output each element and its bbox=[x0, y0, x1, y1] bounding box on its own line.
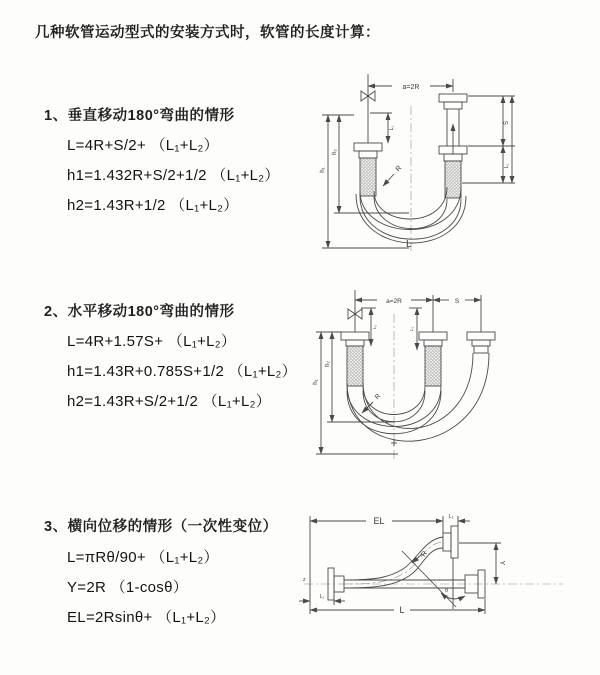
dim-s-and-l1-right bbox=[462, 96, 515, 183]
section-1-formulas bbox=[67, 131, 280, 221]
formula-line: h1=1.43R+0.785S+1/2 （L₁+L₂） bbox=[67, 363, 297, 380]
dim-label-y: Y bbox=[498, 560, 505, 566]
dim-label-s: S bbox=[504, 120, 510, 126]
dim-label-l1: L₁ bbox=[319, 594, 325, 600]
formula-line: L=πRθ/90+ （L₁+L₂） bbox=[67, 549, 219, 566]
moving-pipe-position-1 bbox=[419, 332, 447, 386]
dim-label-l: L bbox=[399, 605, 405, 615]
formula-line: L=4R+S/2+ （L₁+L₂） bbox=[67, 137, 219, 154]
radius-label: R bbox=[420, 550, 430, 559]
horizontal-bend-diagram bbox=[303, 282, 595, 467]
page-title: 几种软管运动型式的安装方式时，软管的长度计算： bbox=[35, 25, 380, 41]
braided-hose bbox=[347, 346, 363, 386]
hose-arcs bbox=[347, 353, 489, 441]
formula-line: h2=1.43R+S/2+1/2 （L₁+L₂） bbox=[67, 393, 272, 410]
dim-el bbox=[310, 516, 443, 614]
section-2-heading: 2、水平移动180°弯曲的情形 bbox=[44, 304, 235, 320]
dim-label-el: EL bbox=[373, 516, 385, 526]
dim-l1-left bbox=[370, 113, 395, 143]
dim-label-l1: L₁ bbox=[389, 125, 395, 131]
dim-label-l1: L₁ bbox=[504, 163, 510, 169]
displaced-flange bbox=[443, 526, 458, 558]
theta-label: θ bbox=[445, 588, 449, 594]
section-1-heading: 1、垂直移动180°弯曲的情形 bbox=[44, 108, 235, 124]
dim-label-a2r: a=2R bbox=[402, 84, 420, 91]
fixed-pipe-with-valve bbox=[341, 290, 369, 386]
dim-l1-bottom bbox=[299, 594, 345, 605]
dim-y bbox=[459, 543, 505, 584]
dim-l1-top bbox=[449, 514, 470, 526]
braided-hose bbox=[425, 346, 441, 386]
section-2-formulas bbox=[67, 327, 297, 417]
radius-label: R bbox=[394, 164, 404, 174]
fixed-pipe-with-valve bbox=[354, 74, 382, 196]
dim-label-h1: h₁ bbox=[313, 379, 319, 385]
dim-label-l1: L₁ bbox=[409, 326, 414, 332]
dim-label-l1: L₁ bbox=[448, 514, 454, 520]
formula-line: h1=1.432R+S/2+1/2 （L₁+L₂） bbox=[67, 167, 280, 184]
radius-label: R bbox=[373, 392, 383, 402]
bottom-tick bbox=[391, 440, 397, 446]
dim-label-h2: h₂ bbox=[325, 361, 331, 367]
formula-line: h2=1.43R+1/2 （L₁+L₂） bbox=[67, 197, 239, 214]
radius-callout bbox=[383, 165, 403, 186]
vertical-bend-diagram bbox=[306, 66, 588, 258]
dim-l1-mid bbox=[409, 308, 422, 350]
formula-line: EL=2Rsinθ+ （L₁+L₂） bbox=[67, 609, 226, 626]
braided-hose bbox=[360, 158, 376, 196]
axis-mark: z bbox=[303, 577, 306, 583]
dim-label-a2r: a=2R bbox=[386, 298, 402, 305]
moving-pipe bbox=[439, 94, 467, 198]
section-3-formulas bbox=[67, 543, 225, 633]
dim-a-2r bbox=[368, 79, 453, 92]
dim-label-l1: L₁ bbox=[372, 324, 377, 330]
formula-line: Y=2R （1-cosθ） bbox=[67, 579, 189, 596]
braided-hose bbox=[445, 161, 461, 198]
dim-label-s: S bbox=[454, 298, 460, 305]
section-3-heading: 3、横向位移的情形（一次性变位） bbox=[44, 519, 278, 535]
dim-label-h2: h₂ bbox=[332, 149, 338, 155]
moving-pipe-position-2 bbox=[467, 332, 495, 353]
lateral-displacement-diagram bbox=[298, 503, 600, 658]
length-label: L bbox=[406, 239, 412, 250]
formula-line: L=4R+1.57S+ （L₁+L₂） bbox=[67, 333, 237, 350]
dim-label-h1: h₁ bbox=[320, 167, 326, 173]
